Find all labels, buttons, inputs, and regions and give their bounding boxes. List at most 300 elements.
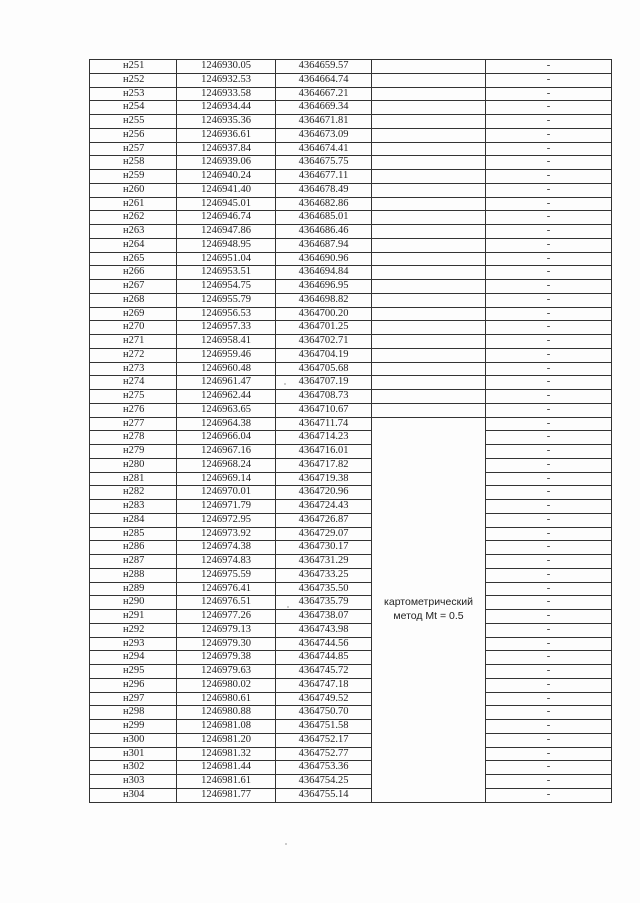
method-cell-empty [372,403,486,417]
point-id-cell: н251 [90,60,177,74]
x-coordinate-cell: 1246976.41 [177,582,276,596]
y-coordinate-cell: 4364731.29 [276,555,372,569]
scan-speck [287,606,289,608]
x-coordinate-cell: 1246981.08 [177,720,276,734]
y-coordinate-cell: 4364743.98 [276,623,372,637]
note-cell: - [486,266,612,280]
y-coordinate-cell: 4364733.25 [276,568,372,582]
note-cell: - [486,665,612,679]
point-id-cell: н294 [90,651,177,665]
x-coordinate-cell: 1246959.46 [177,348,276,362]
y-coordinate-cell: 4364669.34 [276,101,372,115]
y-coordinate-cell: 4364735.50 [276,582,372,596]
y-coordinate-cell: 4364708.73 [276,390,372,404]
method-cell-empty [372,183,486,197]
table-row [90,252,612,266]
x-coordinate-cell: 1246934.44 [177,101,276,115]
x-coordinate-cell: 1246946.74 [177,211,276,225]
note-cell: - [486,678,612,692]
method-cell-empty [372,252,486,266]
method-cell-empty [372,156,486,170]
table-row [90,541,612,555]
table-row [90,445,612,459]
x-coordinate-cell: 1246948.95 [177,238,276,252]
table-row [90,170,612,184]
table-row [90,472,612,486]
x-coordinate-cell: 1246936.61 [177,128,276,142]
table-row [90,637,612,651]
x-coordinate-cell: 1246969.14 [177,472,276,486]
note-cell: - [486,403,612,417]
note-cell: - [486,500,612,514]
y-coordinate-cell: 4364705.68 [276,362,372,376]
point-id-cell: н263 [90,225,177,239]
point-id-cell: н300 [90,733,177,747]
x-coordinate-cell: 1246981.20 [177,733,276,747]
note-cell: - [486,238,612,252]
x-coordinate-cell: 1246968.24 [177,458,276,472]
point-id-cell: н266 [90,266,177,280]
point-id-cell: н282 [90,486,177,500]
point-id-cell: н298 [90,706,177,720]
y-coordinate-cell: 4364694.84 [276,266,372,280]
point-id-cell: н303 [90,775,177,789]
scan-speck [284,383,286,385]
table-row [90,348,612,362]
point-id-cell: н293 [90,637,177,651]
y-coordinate-cell: 4364690.96 [276,252,372,266]
y-coordinate-cell: 4364664.74 [276,73,372,87]
x-coordinate-cell: 1246955.79 [177,293,276,307]
note-cell: - [486,73,612,87]
note-cell: - [486,307,612,321]
table-row [90,486,612,500]
x-coordinate-cell: 1246967.16 [177,445,276,459]
x-coordinate-cell: 1246980.61 [177,692,276,706]
y-coordinate-cell: 4364730.17 [276,541,372,555]
note-cell: - [486,170,612,184]
note-cell: - [486,582,612,596]
note-cell: - [486,280,612,294]
point-id-cell: н280 [90,458,177,472]
y-coordinate-cell: 4364701.25 [276,321,372,335]
y-coordinate-cell: 4364677.11 [276,170,372,184]
point-id-cell: н252 [90,73,177,87]
y-coordinate-cell: 4364750.70 [276,706,372,720]
point-id-cell: н270 [90,321,177,335]
table-row [90,321,612,335]
y-coordinate-cell: 4364687.94 [276,238,372,252]
y-coordinate-cell: 4364685.01 [276,211,372,225]
point-id-cell: н287 [90,555,177,569]
x-coordinate-cell: 1246930.05 [177,60,276,74]
y-coordinate-cell: 4364675.75 [276,156,372,170]
point-id-cell: н261 [90,197,177,211]
x-coordinate-cell: 1246962.44 [177,390,276,404]
table-row [90,238,612,252]
note-cell: - [486,115,612,129]
method-cell-empty [372,211,486,225]
x-coordinate-cell: 1246979.38 [177,651,276,665]
table-row [90,513,612,527]
note-cell: - [486,472,612,486]
x-coordinate-cell: 1246971.79 [177,500,276,514]
table-row [90,692,612,706]
point-id-cell: н284 [90,513,177,527]
point-id-cell: н275 [90,390,177,404]
table-row [90,390,612,404]
note-cell: - [486,431,612,445]
method-cell-empty [372,73,486,87]
table-row [90,458,612,472]
x-coordinate-cell: 1246981.77 [177,788,276,802]
point-id-cell: н269 [90,307,177,321]
y-coordinate-cell: 4364752.77 [276,747,372,761]
note-cell: - [486,101,612,115]
point-id-cell: н272 [90,348,177,362]
note-cell: - [486,761,612,775]
y-coordinate-cell: 4364682.86 [276,197,372,211]
table-row [90,280,612,294]
table-row [90,101,612,115]
x-coordinate-cell: 1246939.06 [177,156,276,170]
y-coordinate-cell: 4364729.07 [276,527,372,541]
table-row [90,623,612,637]
note-cell: - [486,87,612,101]
point-id-cell: н286 [90,541,177,555]
x-coordinate-cell: 1246960.48 [177,362,276,376]
x-coordinate-cell: 1246981.32 [177,747,276,761]
table-row [90,417,612,431]
method-cell-empty [372,115,486,129]
method-cell-empty [372,128,486,142]
point-id-cell: н281 [90,472,177,486]
note-cell: - [486,390,612,404]
x-coordinate-cell: 1246932.53 [177,73,276,87]
y-coordinate-cell: 4364678.49 [276,183,372,197]
y-coordinate-cell: 4364749.52 [276,692,372,706]
table-row [90,431,612,445]
y-coordinate-cell: 4364711.74 [276,417,372,431]
method-cell-empty [372,60,486,74]
point-id-cell: н274 [90,376,177,390]
point-id-cell: н271 [90,335,177,349]
y-coordinate-cell: 4364707.19 [276,376,372,390]
note-cell: - [486,527,612,541]
x-coordinate-cell: 1246974.38 [177,541,276,555]
note-cell: - [486,596,612,610]
table-row [90,775,612,789]
x-coordinate-cell: 1246958.41 [177,335,276,349]
table-row [90,665,612,679]
x-coordinate-cell: 1246956.53 [177,307,276,321]
point-id-cell: н292 [90,623,177,637]
point-id-cell: н257 [90,142,177,156]
method-cell-empty [372,376,486,390]
y-coordinate-cell: 4364710.67 [276,403,372,417]
table-row [90,376,612,390]
table-row [90,500,612,514]
table-row [90,582,612,596]
y-coordinate-cell: 4364726.87 [276,513,372,527]
table-row [90,651,612,665]
table-row [90,307,612,321]
note-cell: - [486,376,612,390]
x-coordinate-cell: 1246945.01 [177,197,276,211]
y-coordinate-cell: 4364738.07 [276,610,372,624]
x-coordinate-cell: 1246979.13 [177,623,276,637]
y-coordinate-cell: 4364744.56 [276,637,372,651]
note-cell: - [486,775,612,789]
point-id-cell: н264 [90,238,177,252]
table-row [90,706,612,720]
point-id-cell: н276 [90,403,177,417]
point-id-cell: н301 [90,747,177,761]
note-cell: - [486,252,612,266]
table-row [90,115,612,129]
note-cell: - [486,610,612,624]
y-coordinate-cell: 4364754.25 [276,775,372,789]
point-id-cell: н299 [90,720,177,734]
method-cell-empty [372,335,486,349]
note-cell: - [486,362,612,376]
table-row [90,678,612,692]
y-coordinate-cell: 4364714.23 [276,431,372,445]
method-cell: картометрический метод Mt = 0.5 [372,417,486,802]
y-coordinate-cell: 4364659.57 [276,60,372,74]
method-cell-empty [372,348,486,362]
x-coordinate-cell: 1246951.04 [177,252,276,266]
point-id-cell: н296 [90,678,177,692]
x-coordinate-cell: 1246941.40 [177,183,276,197]
table-row [90,403,612,417]
method-cell-empty [372,225,486,239]
x-coordinate-cell: 1246954.75 [177,280,276,294]
table-row [90,156,612,170]
y-coordinate-cell: 4364719.38 [276,472,372,486]
note-cell: - [486,445,612,459]
point-id-cell: н262 [90,211,177,225]
table-row [90,183,612,197]
y-coordinate-cell: 4364717.82 [276,458,372,472]
note-cell: - [486,788,612,802]
table-row [90,87,612,101]
point-id-cell: н278 [90,431,177,445]
method-cell-empty [372,101,486,115]
point-id-cell: н304 [90,788,177,802]
y-coordinate-cell: 4364698.82 [276,293,372,307]
table-row [90,197,612,211]
y-coordinate-cell: 4364751.58 [276,720,372,734]
x-coordinate-cell: 1246970.01 [177,486,276,500]
method-cell-empty [372,170,486,184]
y-coordinate-cell: 4364752.17 [276,733,372,747]
note-cell: - [486,183,612,197]
x-coordinate-cell: 1246977.26 [177,610,276,624]
x-coordinate-cell: 1246966.04 [177,431,276,445]
method-cell-empty [372,238,486,252]
point-id-cell: н295 [90,665,177,679]
note-cell: - [486,197,612,211]
x-coordinate-cell: 1246974.83 [177,555,276,569]
note-cell: - [486,733,612,747]
y-coordinate-cell: 4364671.81 [276,115,372,129]
x-coordinate-cell: 1246979.30 [177,637,276,651]
note-cell: - [486,128,612,142]
y-coordinate-cell: 4364716.01 [276,445,372,459]
note-cell: - [486,720,612,734]
x-coordinate-cell: 1246935.36 [177,115,276,129]
point-id-cell: н260 [90,183,177,197]
y-coordinate-cell: 4364674.41 [276,142,372,156]
point-id-cell: н288 [90,568,177,582]
x-coordinate-cell: 1246937.84 [177,142,276,156]
table-row [90,211,612,225]
method-cell-empty [372,321,486,335]
note-cell: - [486,555,612,569]
coordinates-table-body [90,60,612,803]
table-row [90,720,612,734]
point-id-cell: н285 [90,527,177,541]
table-row [90,225,612,239]
table-row [90,266,612,280]
point-id-cell: н265 [90,252,177,266]
note-cell: - [486,486,612,500]
y-coordinate-cell: 4364696.95 [276,280,372,294]
note-cell: - [486,692,612,706]
table-row [90,596,612,610]
x-coordinate-cell: 1246964.38 [177,417,276,431]
table-row [90,362,612,376]
x-coordinate-cell: 1246981.61 [177,775,276,789]
y-coordinate-cell: 4364667.21 [276,87,372,101]
point-id-cell: н283 [90,500,177,514]
note-cell: - [486,747,612,761]
table-row [90,788,612,802]
note-cell: - [486,458,612,472]
point-id-cell: н258 [90,156,177,170]
point-id-cell: н254 [90,101,177,115]
note-cell: - [486,513,612,527]
y-coordinate-cell: 4364753.36 [276,761,372,775]
point-id-cell: н279 [90,445,177,459]
x-coordinate-cell: 1246953.51 [177,266,276,280]
y-coordinate-cell: 4364700.20 [276,307,372,321]
point-id-cell: н273 [90,362,177,376]
y-coordinate-cell: 4364745.72 [276,665,372,679]
x-coordinate-cell: 1246980.02 [177,678,276,692]
note-cell: - [486,651,612,665]
note-cell: - [486,335,612,349]
scan-speck [285,843,287,845]
table-row [90,610,612,624]
x-coordinate-cell: 1246979.63 [177,665,276,679]
table-row [90,527,612,541]
y-coordinate-cell: 4364704.19 [276,348,372,362]
table-row [90,335,612,349]
method-cell-empty [372,266,486,280]
method-cell-empty [372,293,486,307]
note-cell: - [486,637,612,651]
x-coordinate-cell: 1246980.88 [177,706,276,720]
y-coordinate-cell: 4364720.96 [276,486,372,500]
method-cell-empty [372,142,486,156]
note-cell: - [486,706,612,720]
point-id-cell: н277 [90,417,177,431]
note-cell: - [486,568,612,582]
point-id-cell: н255 [90,115,177,129]
note-cell: - [486,541,612,555]
note-cell: - [486,321,612,335]
point-id-cell: н289 [90,582,177,596]
x-coordinate-cell: 1246947.86 [177,225,276,239]
table-row [90,128,612,142]
table-row [90,568,612,582]
note-cell: - [486,225,612,239]
note-cell: - [486,211,612,225]
table-row [90,60,612,74]
y-coordinate-cell: 4364755.14 [276,788,372,802]
x-coordinate-cell: 1246933.58 [177,87,276,101]
x-coordinate-cell: 1246976.51 [177,596,276,610]
method-cell-empty [372,87,486,101]
x-coordinate-cell: 1246963.65 [177,403,276,417]
note-cell: - [486,156,612,170]
x-coordinate-cell: 1246972.95 [177,513,276,527]
point-id-cell: н259 [90,170,177,184]
method-cell-empty [372,362,486,376]
y-coordinate-cell: 4364744.85 [276,651,372,665]
method-cell-empty [372,197,486,211]
method-cell-empty [372,307,486,321]
point-id-cell: н253 [90,87,177,101]
note-cell: - [486,142,612,156]
point-id-cell: н290 [90,596,177,610]
y-coordinate-cell: 4364747.18 [276,678,372,692]
note-cell: - [486,623,612,637]
table-row [90,747,612,761]
note-cell: - [486,417,612,431]
method-cell-empty [372,280,486,294]
x-coordinate-cell: 1246973.92 [177,527,276,541]
table-row [90,733,612,747]
point-id-cell: н267 [90,280,177,294]
y-coordinate-cell: 4364702.71 [276,335,372,349]
x-coordinate-cell: 1246961.47 [177,376,276,390]
point-id-cell: н302 [90,761,177,775]
x-coordinate-cell: 1246975.59 [177,568,276,582]
y-coordinate-cell: 4364724.43 [276,500,372,514]
coordinates-table [89,59,612,803]
y-coordinate-cell: 4364686.46 [276,225,372,239]
x-coordinate-cell: 1246940.24 [177,170,276,184]
note-cell: - [486,348,612,362]
table-row [90,142,612,156]
x-coordinate-cell: 1246981.44 [177,761,276,775]
x-coordinate-cell: 1246957.33 [177,321,276,335]
table-row [90,555,612,569]
y-coordinate-cell: 4364735.79 [276,596,372,610]
point-id-cell: н291 [90,610,177,624]
table-row [90,73,612,87]
table-row [90,761,612,775]
point-id-cell: н268 [90,293,177,307]
note-cell: - [486,60,612,74]
note-cell: - [486,293,612,307]
point-id-cell: н256 [90,128,177,142]
y-coordinate-cell: 4364673.09 [276,128,372,142]
method-cell-empty [372,390,486,404]
